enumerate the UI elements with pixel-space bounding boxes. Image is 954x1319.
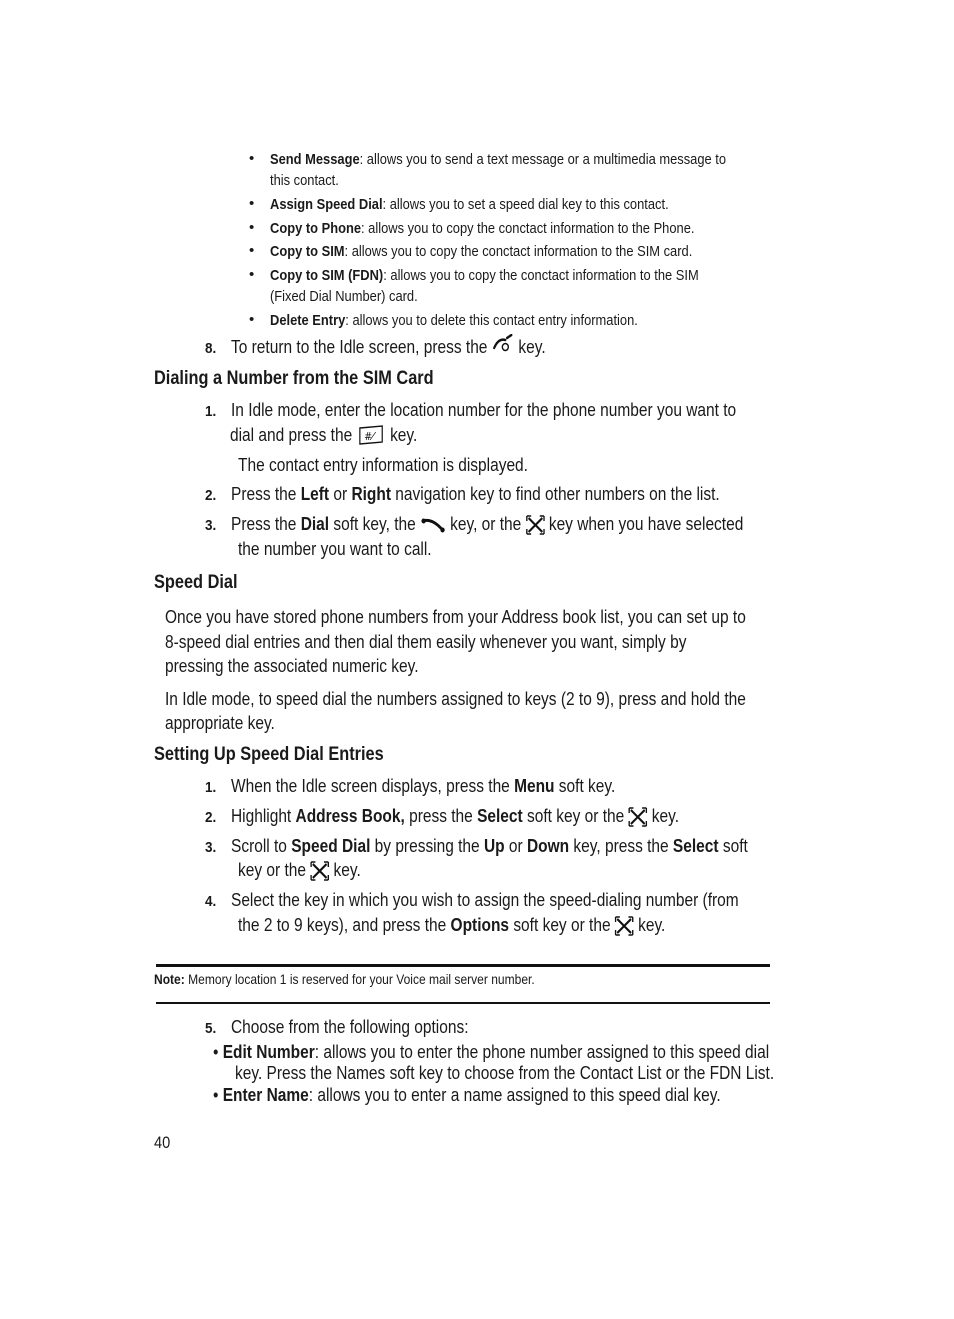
step-text-line2: the number you want to call. xyxy=(238,539,432,559)
paragraph-line: Once you have stored phone numbers from your Address book list, you can set up to xyxy=(165,607,746,627)
step-number: 1. xyxy=(205,779,217,796)
step-text: press the xyxy=(404,806,478,826)
note xyxy=(154,971,535,987)
step-text: navigation key to find other numbers on the list. xyxy=(391,484,720,504)
section-heading-speed-dial: Speed Dial xyxy=(154,572,238,593)
key-dial: Dial xyxy=(300,514,330,534)
step-text: Press the xyxy=(231,484,301,504)
step-number: 1. xyxy=(205,403,217,420)
step-text: Scroll to xyxy=(231,836,292,856)
option-enter-name: • Enter Name: allows you to enter a name assigned to this speed dial key. xyxy=(213,1085,721,1105)
step-text: the 2 to 9 keys), and press the xyxy=(238,915,451,935)
key-options: Options xyxy=(450,915,510,935)
step-text: soft key or the xyxy=(509,915,611,935)
step-result: The contact entry information is displayed. xyxy=(238,455,528,475)
step-text xyxy=(231,774,615,798)
option-label: Copy to SIM (FDN) xyxy=(270,267,384,284)
ok-key-icon xyxy=(526,515,545,535)
step-text: To return to the Idle screen, press the xyxy=(231,337,488,357)
step-text: or xyxy=(504,836,527,856)
note-text: Memory location 1 is reserved for your Voice mail server number. xyxy=(184,971,535,987)
option-desc: : allows you to send a text message or a multimedia message to xyxy=(359,151,727,168)
option-label: Enter Name xyxy=(222,1085,309,1105)
key-select: Select xyxy=(477,806,523,826)
section-heading-setup: Setting Up Speed Dial Entries xyxy=(154,744,384,765)
option-desc: : allows you to enter a name assigned to this speed dial key. xyxy=(308,1085,721,1105)
svg-text:#⁄: #⁄ xyxy=(364,430,374,444)
bullet: • xyxy=(249,266,255,283)
step-text: key when you have selected xyxy=(548,514,744,534)
step-text xyxy=(231,512,743,536)
step-text: key. xyxy=(390,425,418,445)
bullet: • xyxy=(249,150,255,167)
option-desc-cont: this contact. xyxy=(270,172,339,189)
section-heading-sim: Dialing a Number from the SIM Card xyxy=(154,368,434,389)
option-copy-to-phone xyxy=(270,218,694,239)
step-number: 3. xyxy=(205,517,217,534)
step-number: 5. xyxy=(205,1020,217,1037)
menu-speed-dial: Speed Dial xyxy=(291,836,371,856)
step-text xyxy=(231,804,679,828)
step-text: Select the key in which you wish to assign the speed-dialing number (from xyxy=(231,890,739,910)
ok-key-icon xyxy=(310,861,329,881)
option-desc: : allows you to copy the conctact information to the SIM card. xyxy=(344,243,693,260)
option-desc-cont: (Fixed Dial Number) card. xyxy=(270,288,418,305)
key-left: Left xyxy=(300,484,330,504)
step-text-line2 xyxy=(230,423,417,447)
step-number: 2. xyxy=(205,487,217,504)
option-label: Copy to SIM xyxy=(270,243,345,260)
option-copy-to-sim-fdn xyxy=(270,265,699,286)
step-text xyxy=(231,482,720,506)
step-text: key. xyxy=(333,860,361,880)
step-text: soft key, the xyxy=(329,514,416,534)
step-text: In Idle mode, enter the location number for the phone number you want to xyxy=(231,400,737,420)
step-text: soft key. xyxy=(554,776,616,796)
step-text: key. xyxy=(638,915,666,935)
key-right: Right xyxy=(351,484,392,504)
option-label: Copy to Phone xyxy=(270,220,362,237)
step-text: soft xyxy=(718,836,748,856)
step-text: or xyxy=(329,484,352,504)
paragraph-line: appropriate key. xyxy=(165,713,275,733)
step-text: soft key or the xyxy=(522,806,625,826)
key-up: Up xyxy=(483,836,505,856)
step-8-text xyxy=(231,335,546,359)
step-text: Highlight xyxy=(231,806,296,826)
option-delete-entry xyxy=(270,310,638,331)
key-select: Select xyxy=(672,836,719,856)
option-desc: : allows you to copy the conctact information to the SIM xyxy=(383,267,699,284)
step-text: dial and press the xyxy=(230,425,353,445)
step-text: key. xyxy=(651,806,680,826)
option-desc: : allows you to copy the conctact information to the Phone. xyxy=(361,220,695,237)
option-label: Delete Entry xyxy=(270,312,346,329)
step-text: Press the xyxy=(231,514,301,534)
key-menu: Menu xyxy=(514,776,555,796)
step-number: 2. xyxy=(205,809,217,826)
note-label: Note: xyxy=(154,971,185,987)
step-number: 8. xyxy=(205,340,217,357)
step-number: 3. xyxy=(205,839,217,856)
step-text: by pressing the xyxy=(370,836,484,856)
step-text xyxy=(231,834,748,858)
option-desc: : allows you to enter the phone number assigned to this speed dial xyxy=(314,1042,770,1062)
option-edit-number: • Edit Number: allows you to enter the phone number assigned to this speed dial xyxy=(213,1042,770,1062)
step-text: When the Idle screen displays, press the xyxy=(231,776,515,796)
option-assign-speed-dial xyxy=(270,194,669,215)
option-send-message xyxy=(270,149,726,170)
option-copy-to-sim xyxy=(270,241,692,262)
menu-address-book: Address Book, xyxy=(295,806,405,826)
note-top-rule xyxy=(156,964,770,967)
step-text-line2 xyxy=(238,858,361,882)
pound-key-icon xyxy=(357,424,386,446)
ok-key-icon xyxy=(629,807,648,827)
step-text: key or the xyxy=(238,860,306,880)
page-number: 40 xyxy=(154,1133,171,1152)
note-bottom-rule xyxy=(156,1002,770,1004)
step-text: key, press the xyxy=(569,836,673,856)
end-key-icon xyxy=(492,334,514,354)
bullet: • xyxy=(249,219,255,236)
paragraph-line: 8-speed dial entries and then dial them easily whenever you want, simply by xyxy=(165,632,687,652)
step-text: key. xyxy=(518,337,546,357)
step-text: Choose from the following options: xyxy=(231,1017,469,1037)
option-desc-cont: key. Press the Names soft key to choose from the Contact List or the FDN List. xyxy=(235,1063,775,1083)
option-label: Assign Speed Dial xyxy=(270,196,383,213)
step-text-line2 xyxy=(238,913,665,937)
bullet: • xyxy=(249,242,255,259)
send-key-icon xyxy=(420,516,446,534)
ok-key-icon xyxy=(615,916,634,936)
option-label: Send Message xyxy=(270,151,360,168)
key-down: Down xyxy=(526,836,570,856)
bullet: • xyxy=(249,311,255,328)
step-number: 4. xyxy=(205,893,217,910)
paragraph-line: In Idle mode, to speed dial the numbers assigned to keys (2 to 9), press and hold the xyxy=(165,689,746,709)
option-desc: : allows you to delete this contact entry information. xyxy=(345,312,638,329)
option-desc: : allows you to set a speed dial key to this contact. xyxy=(382,196,669,213)
bullet: • xyxy=(249,195,255,212)
paragraph-line: pressing the associated numeric key. xyxy=(165,656,419,676)
option-label: Edit Number xyxy=(222,1042,315,1062)
step-text: key, or the xyxy=(450,514,522,534)
